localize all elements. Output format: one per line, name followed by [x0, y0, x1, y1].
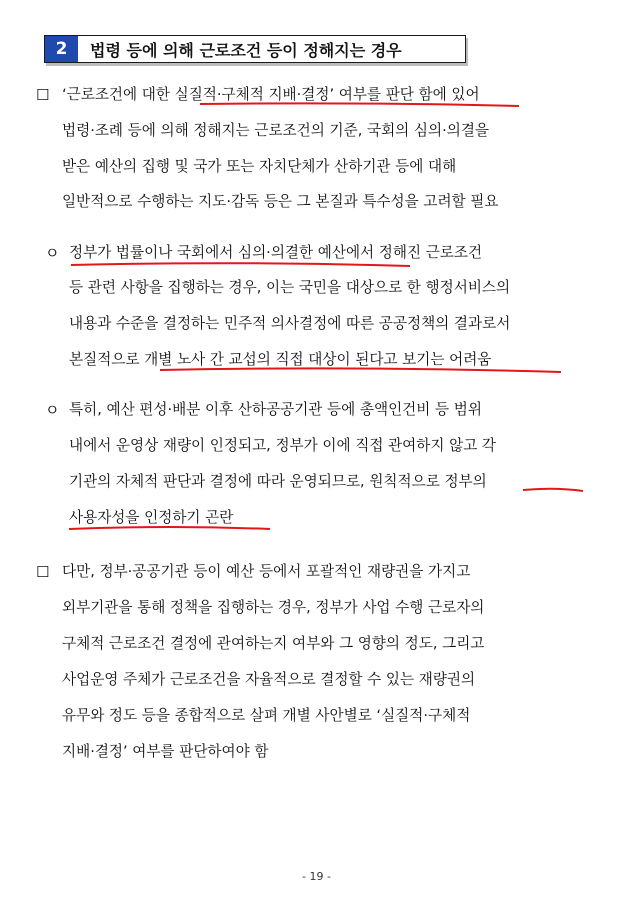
p4-line-3 — [0, 632, 633, 656]
p2-line-2 — [0, 276, 633, 300]
p4-line-1 — [0, 560, 633, 584]
text-line: 본질적으로 개별 노사 간 교섭의 직접 대상이 된다고 보기는 어려움 — [69, 351, 492, 368]
p4-line-4 — [0, 668, 633, 692]
p1-line-1 — [0, 83, 633, 107]
p4-line-2 — [0, 596, 633, 620]
p4-line-5 — [0, 704, 633, 728]
text-line: 법령·조례 등에 의해 정해지는 근로조건의 기준, 국회의 심의·의결을 — [62, 122, 490, 139]
text-line: 내에서 운영상 재량이 인정되고, 정부가 이에 직접 관여하지 않고 각 — [69, 437, 497, 454]
p2-line-3 — [0, 312, 633, 336]
section-number: 2 — [45, 36, 78, 62]
text-line: 외부기관을 통해 정책을 집행하는 경우, 정부가 사업 수행 근로자의 — [62, 599, 485, 616]
text-line: 기관의 자체적 판단과 결정에 따라 운영되므로, 원칙적으로 정부의 — [69, 473, 487, 490]
text-line: 등 관련 사항을 집행하는 경우, 이는 국민을 대상으로 한 행정서비스의 — [69, 279, 511, 296]
circle-bullet-icon: ㅇ — [45, 244, 60, 262]
p2-line-4 — [0, 348, 633, 372]
p1-line-4 — [0, 190, 633, 214]
text-line: 일반적으로 수행하는 지도·감독 등은 그 본질과 특수성을 고려할 필요 — [62, 193, 499, 210]
square-bullet-icon: ☐ — [36, 86, 50, 104]
circle-bullet-icon: ㅇ — [45, 401, 60, 419]
square-bullet-icon: ☐ — [36, 563, 50, 581]
p2-line-1 — [0, 241, 633, 265]
p3-line-2 — [0, 434, 633, 458]
text-line: ‘근로조건에 대한 실질적·구체적 지배·결정’ 여부를 판단 함에 있어 — [62, 86, 480, 103]
text-line: 사용자성을 인정하기 곤란 — [69, 509, 234, 526]
text-line: 지배·결정’ 여부를 판단하여야 함 — [62, 743, 269, 760]
text-line: 내용과 수준을 결정하는 민주적 의사결정에 따른 공공정책의 결과로서 — [69, 315, 511, 332]
text-line: 정부가 법률이나 국회에서 심의·의결한 예산에서 정해진 근로조건 — [69, 244, 483, 261]
p3-line-1 — [0, 398, 633, 422]
p3-line-4 — [0, 506, 633, 530]
text-line: 받은 예산의 집행 및 국가 또는 자치단체가 산하기관 등에 대해 — [62, 158, 457, 175]
text-line: 유무와 정도 등을 종합적으로 살펴 개별 사안별로 ‘실질적·구체적 — [62, 707, 471, 724]
p4-line-6 — [0, 740, 633, 764]
text-line: 구체적 근로조건 결정에 관여하는지 여부와 그 영향의 정도, 그리고 — [62, 635, 485, 652]
p1-line-3 — [0, 155, 633, 179]
section-title: 법령 등에 의해 근로조건 등이 정해지는 경우 — [90, 40, 402, 60]
text-line: 사업운영 주체가 근로조건을 자율적으로 결정할 수 있는 재량권의 — [62, 671, 476, 688]
section-header — [44, 35, 466, 63]
p1-line-2 — [0, 119, 633, 143]
page-number: - 19 - — [302, 870, 331, 883]
text-line: 특히, 예산 편성·배분 이후 산하공공기관 등에 총액인건비 등 범위 — [69, 401, 482, 418]
p3-line-3 — [0, 470, 633, 494]
text-line: 다만, 정부·공공기관 등이 예산 등에서 포괄적인 재량권을 가지고 — [62, 563, 471, 580]
